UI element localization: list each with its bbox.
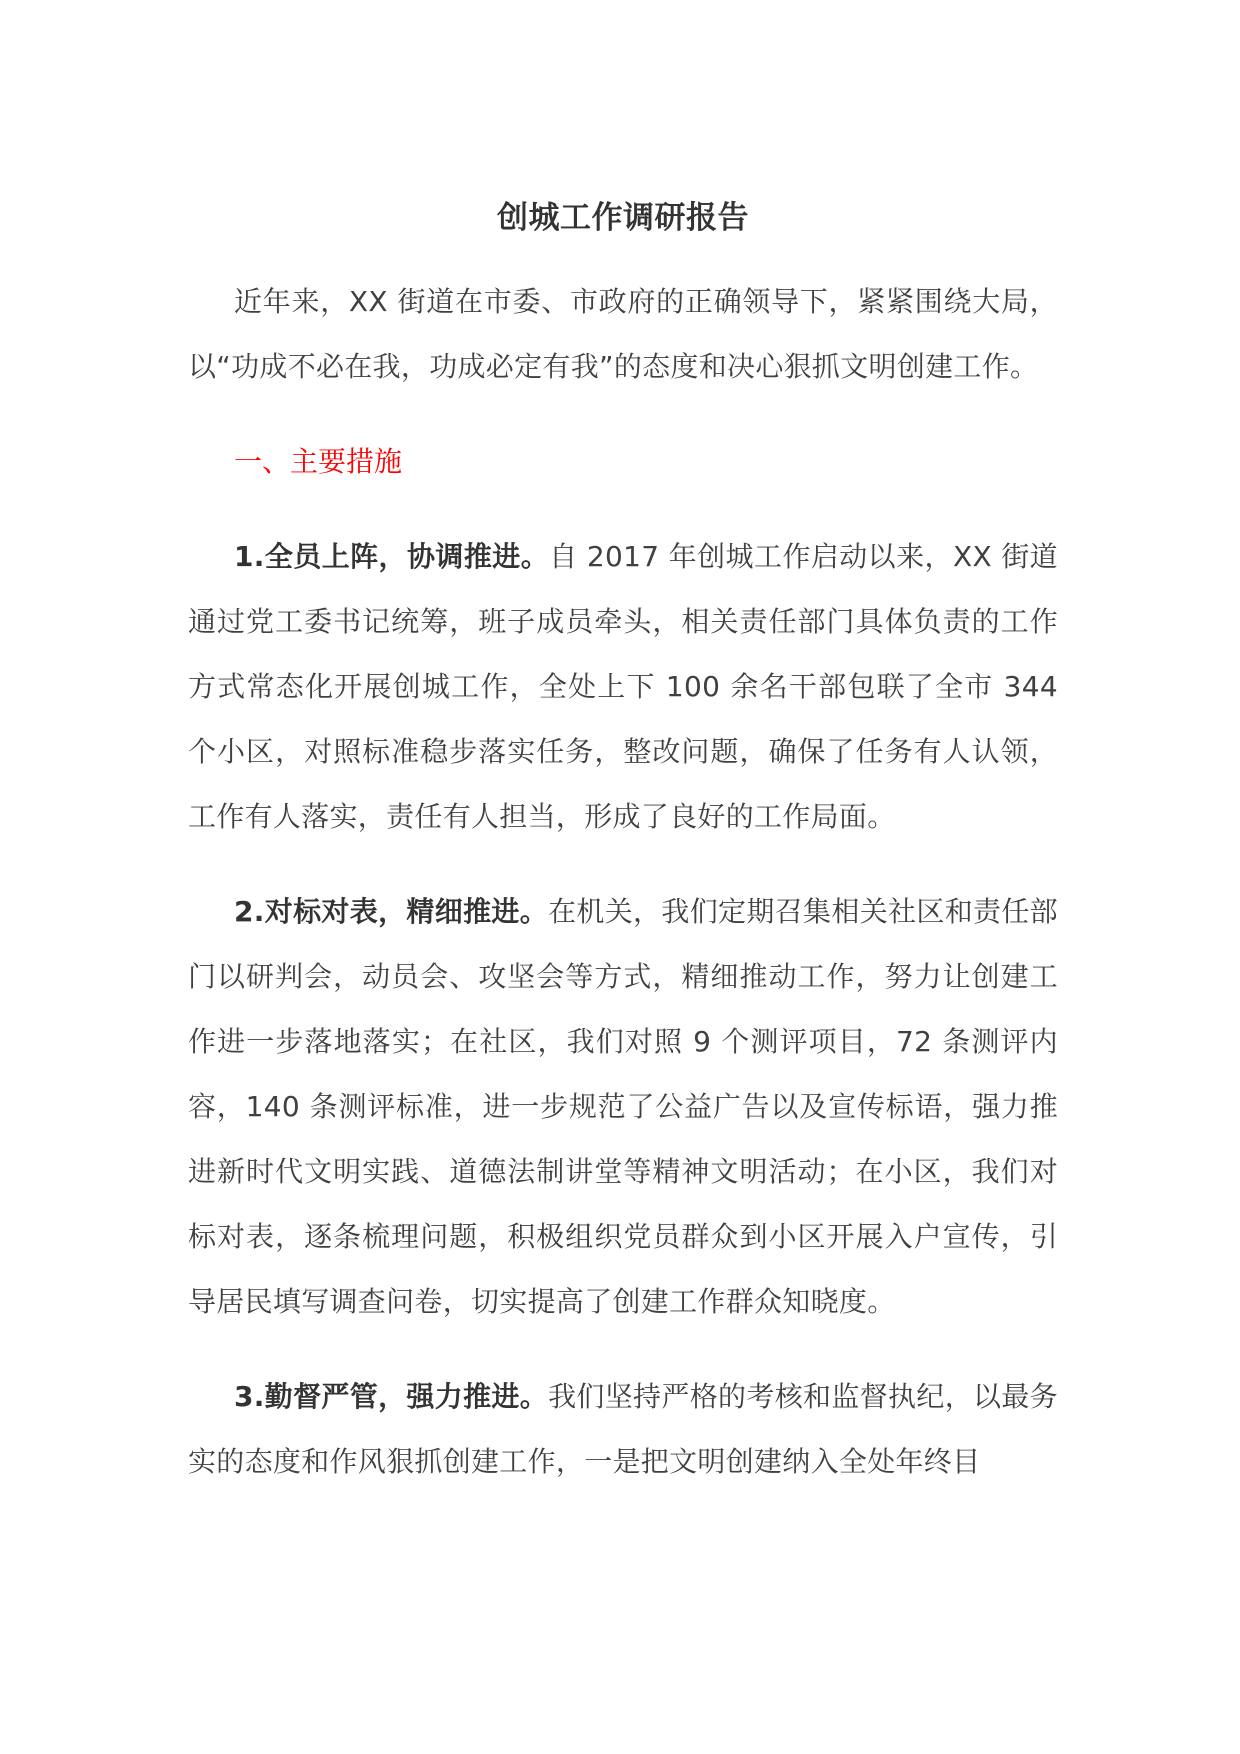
item-paragraph-2 — [188, 879, 1058, 1334]
item-body: 在机关，我们定期召集相关社区和责任部门以研判会，动员会、攻坚会等方式，精细推动工作，努力让创建工作进一步落地落实；在社区，我们对照 9 个测评项目，72 条测评内容，140 条测评标准，进一步规范了公益广告以及宣传标语，强力推进新时代文明实践、道德法制讲堂等精神文明活动；在小区，我们对标对表，逐条梳理问题，积极组织党员群众到小区开展入户宣传，引导居民填写调查问卷，切实提高了创建工作群众知晓度。 — [188, 895, 1058, 1318]
document-title: 创城工作调研报告 — [497, 200, 749, 236]
item-lead: 1.全员上阵，协调推进。 — [234, 540, 550, 573]
section-heading: 一、主要措施 — [234, 445, 403, 478]
item-body: 自 2017 年创城工作启动以来，XX 街道通过党工委书记统筹，班子成员牵头，相关责任部门具体负责的工作方式常态化开展创城工作，全处上下 100 余名干部包联了全市 344 个小区，对照标准稳步落实任务，整改问题，确保了任务有人认领，工作有人落实，责任有人担当，形成了良好的工作局面。 — [188, 540, 1058, 833]
item-lead: 2.对标对表，精细推进。 — [234, 895, 549, 928]
item-body: 我们坚持严格的考核和监督执纪，以最务实的态度和作风狠抓创建工作，一是把文明创建纳入全处年终目 — [188, 1380, 1058, 1478]
document-page — [188, 195, 1058, 1524]
intro-paragraph: 近年来，XX 街道在市委、市政府的正确领导下，紧紧围绕大局，以“功成不必在我，功成必定有我”的态度和决心狠抓文明创建工作。 — [188, 285, 1058, 383]
item-paragraph-1 — [188, 524, 1058, 849]
item-paragraph-3 — [188, 1364, 1058, 1494]
item-lead: 3.勤督严管，强力推进。 — [234, 1380, 549, 1413]
